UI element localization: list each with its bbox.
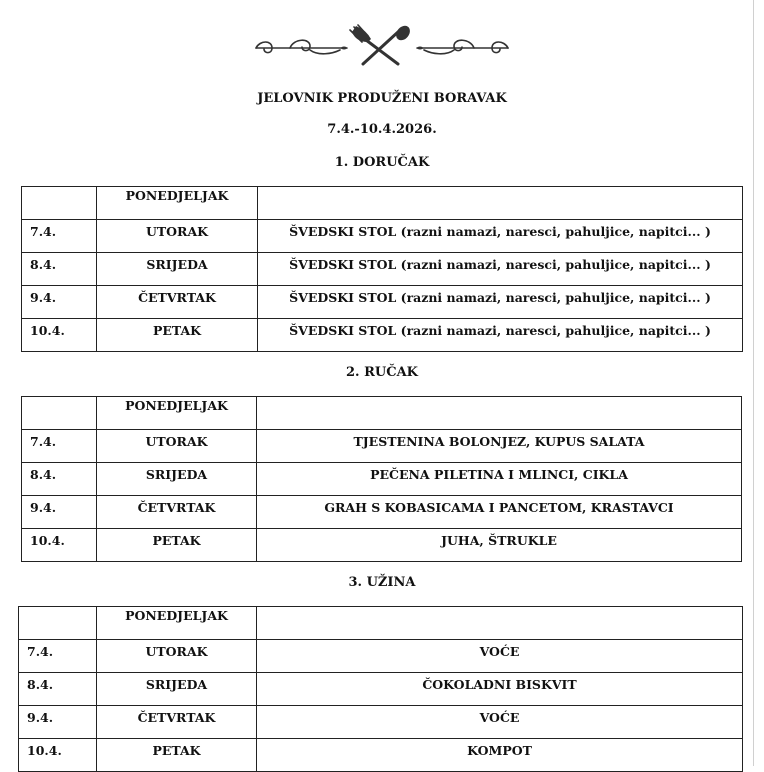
day-cell: SRIJEDA: [97, 253, 258, 286]
meal-cell: ŠVEDSKI STOL (razni namazi, naresci, pahuljice, napitci... ): [258, 220, 743, 253]
date-cell: 9.4.: [22, 286, 97, 319]
date-cell: 7.4.: [22, 430, 97, 463]
day-cell: PETAK: [97, 319, 258, 352]
table-row: [22, 430, 742, 463]
day-cell: ČETVRTAK: [97, 286, 258, 319]
day-cell: PONEDJELJAK: [97, 187, 258, 220]
date-cell: 10.4.: [22, 529, 97, 562]
table-row: [22, 529, 742, 562]
breakfast-table: [21, 186, 743, 352]
table-row: [19, 673, 743, 706]
table-row: [22, 286, 743, 319]
table-header-row: [22, 397, 742, 430]
snack-table: [18, 606, 743, 772]
meal-cell: ŠVEDSKI STOL (razni namazi, naresci, pahuljice, napitci... ): [258, 253, 743, 286]
date-range: 7.4.-10.4.2026.: [327, 122, 437, 137]
date-cell: 8.4.: [22, 463, 97, 496]
meal-cell: ŠVEDSKI STOL (razni namazi, naresci, pahuljice, napitci... ): [258, 319, 743, 352]
day-cell: ČETVRTAK: [97, 706, 257, 739]
table-row: [19, 739, 743, 772]
meal-cell: JUHA, ŠTRUKLE: [257, 529, 742, 562]
day-cell: SRIJEDA: [97, 673, 257, 706]
table-row: [22, 463, 742, 496]
meal-cell: [257, 397, 742, 430]
table-header-row: [19, 607, 743, 640]
meal-cell: ČOKOLADNI BISKVIT: [257, 673, 743, 706]
date-cell: 8.4.: [19, 673, 97, 706]
date-cell: 9.4.: [19, 706, 97, 739]
table-row: [22, 253, 743, 286]
meal-cell: [258, 187, 743, 220]
meal-cell: KOMPOT: [257, 739, 743, 772]
meal-cell: ŠVEDSKI STOL (razni namazi, naresci, pahuljice, napitci... ): [258, 286, 743, 319]
date-cell: [22, 187, 97, 220]
day-cell: UTORAK: [97, 220, 258, 253]
date-cell: [19, 607, 97, 640]
date-cell: [22, 397, 97, 430]
day-cell: PONEDJELJAK: [97, 607, 257, 640]
meal-cell: VOĆE: [257, 706, 743, 739]
day-cell: SRIJEDA: [97, 463, 257, 496]
table-row: [22, 496, 742, 529]
page-edge: [753, 0, 754, 766]
table-row: [22, 319, 743, 352]
date-cell: 7.4.: [19, 640, 97, 673]
date-cell: 10.4.: [22, 319, 97, 352]
page-title: JELOVNIK PRODUŽENI BORAVAK: [257, 91, 507, 106]
table-row: [22, 220, 743, 253]
day-cell: PETAK: [97, 739, 257, 772]
table-row: [19, 640, 743, 673]
date-cell: 10.4.: [19, 739, 97, 772]
meal-cell: TJESTENINA BOLONJEZ, KUPUS SALATA: [257, 430, 742, 463]
meal-cell: PEČENA PILETINA I MLINCI, CIKLA: [257, 463, 742, 496]
table-row: [19, 706, 743, 739]
section-title-breakfast: 1. DORUČAK: [334, 155, 430, 170]
date-cell: 9.4.: [22, 496, 97, 529]
section-title-snack: 3. UŽINA: [348, 575, 416, 590]
lunch-table: [21, 396, 742, 562]
day-cell: PONEDJELJAK: [97, 397, 257, 430]
day-cell: UTORAK: [97, 640, 257, 673]
meal-cell: [257, 607, 743, 640]
table-header-row: [22, 187, 743, 220]
meal-cell: VOĆE: [257, 640, 743, 673]
section-title-lunch: 2. RUČAK: [346, 365, 418, 380]
meal-cell: GRAH S KOBASICAMA I PANCETOM, KRASTAVCI: [257, 496, 742, 529]
date-cell: 7.4.: [22, 220, 97, 253]
day-cell: UTORAK: [97, 430, 257, 463]
date-cell: 8.4.: [22, 253, 97, 286]
day-cell: ČETVRTAK: [97, 496, 257, 529]
day-cell: PETAK: [97, 529, 257, 562]
fork-spoon-ornament-icon: [252, 24, 512, 70]
